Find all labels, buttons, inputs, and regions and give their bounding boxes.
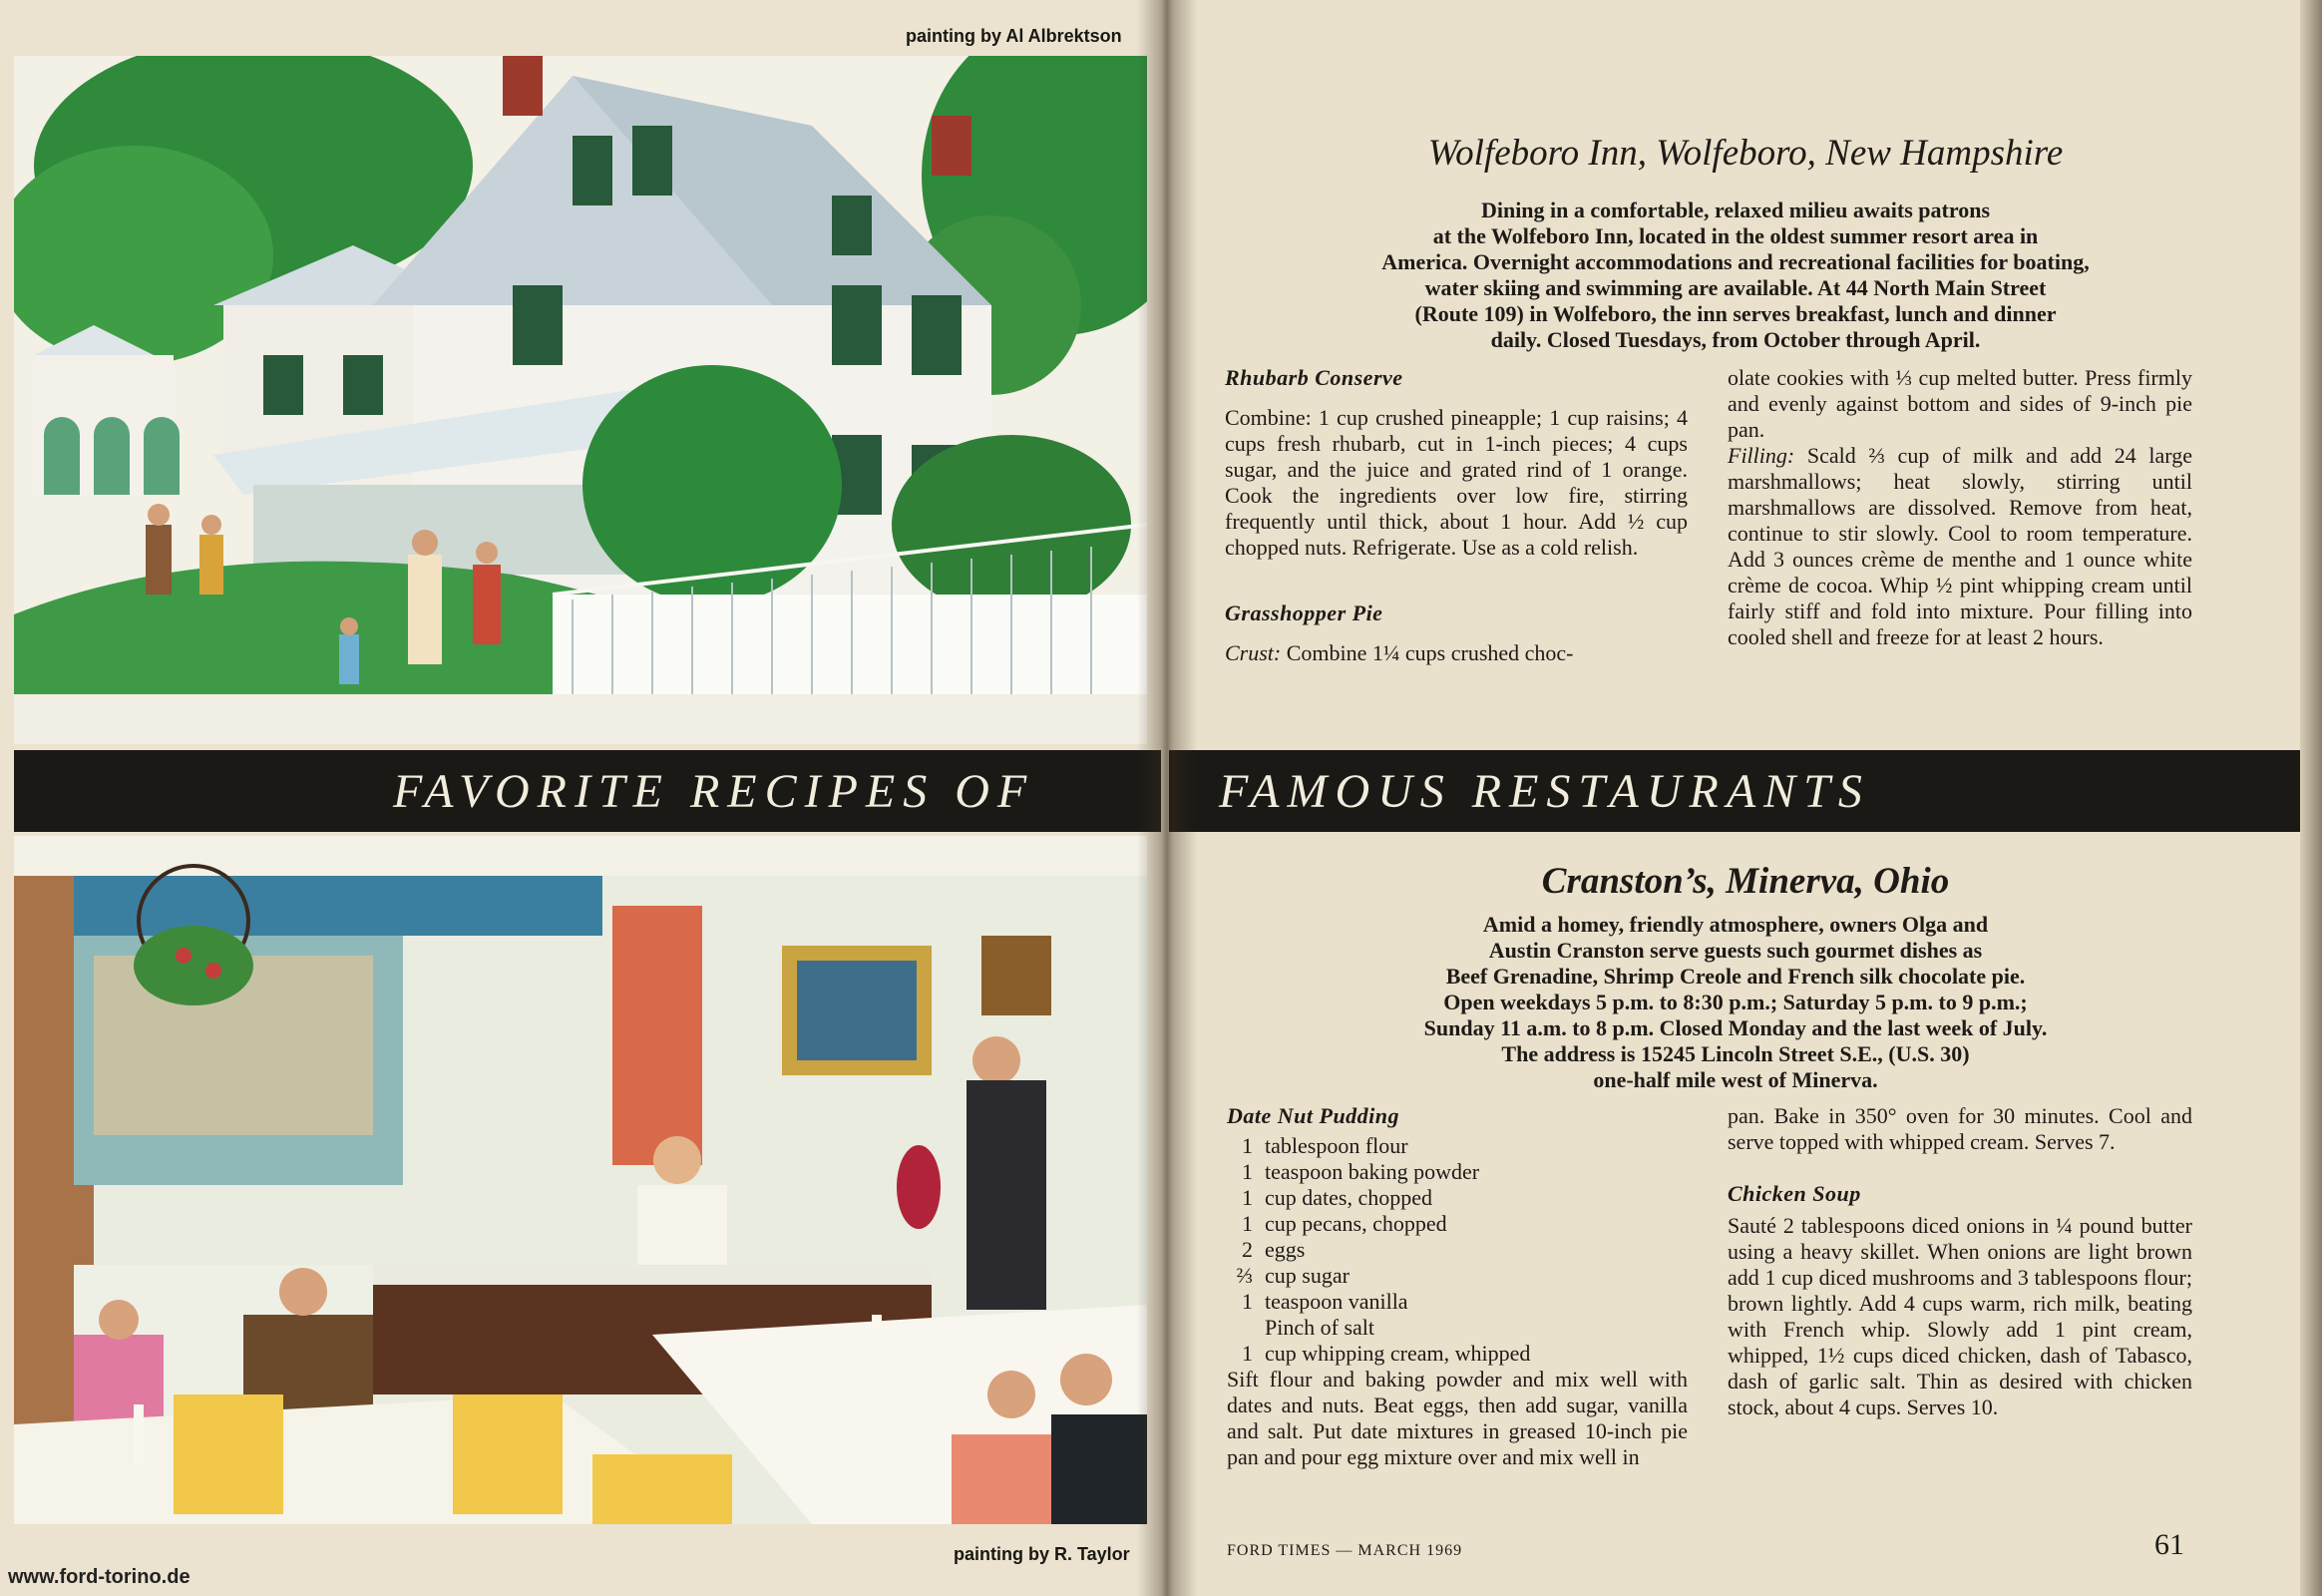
page-gutter [1137,0,1197,1596]
crust-body-start: Combine 1¼ cups crushed choc- [1286,640,1574,665]
cranstons-intro [1237,912,2234,1093]
rhubarb-conserve-body: Combine: 1 cup crushed pineapple; 1 cup raisins; 4 cups fresh rhubarb, cut in 1-inch pieces; 4 cups sugar, and the juice and grated rind of 1 orange. Cook the ingredients over low fire, stirring frequently until thick, about 1 hour. Add ½ cup chopped nuts. Refrigerate. Use as a cold relish. [1225,405,1688,560]
filling-body: Scald ⅔ cup of milk and add 24 large marshmallows; heat slowly, stirring until marshmallows are dissolved. Remove from heat, continue to stir slowly. Cool to room temperature. Add 3 ounces crème de menthe and 1 ounce white crème de cocoa. Whip ½ pint whipping cream until fairly stiff and fold into mixture. Pour filling into cooled shell and freeze for at least 2 hours. [1728,443,2192,649]
crust-label: Crust: [1225,640,1282,665]
cranstons-title: Cranston’s, Minerva, Ohio [1541,861,1950,902]
intro-line: Dining in a comfortable, relaxed milieu awaits patrons [1480,198,1991,222]
intro-line: (Route 109) in Wolfeboro, the inn serves breakfast, lunch and dinner [1414,301,2057,326]
ingredient-text: cup sugar [1265,1263,1350,1288]
page-edge [2300,0,2322,1596]
ingredient [1227,1315,1688,1341]
top-painting-credit: painting by Al Albrektson [906,26,1122,46]
ingredient-qty: 1 [1242,1211,1253,1236]
banner-left-text: FAVORITE RECIPES OF [393,765,1035,818]
chicken-soup-heading: Chicken Soup [1728,1181,1861,1206]
grasshopper-pie-heading: Grasshopper Pie [1225,600,1383,625]
cranstons-painting [14,836,1147,1524]
ingredient-qty: 2 [1242,1237,1253,1262]
wolfeboro-inn-painting [14,56,1147,744]
wolfeboro-title: Wolfeboro Inn, Wolfeboro, New Hampshire [1427,133,2064,174]
wolfeboro-intro [1197,198,2274,353]
bottom-painting-credit: painting by R. Taylor [954,1544,1130,1564]
date-nut-pudding-body: Sift flour and baking powder and mix well with dates and nuts. Beat eggs, then add sugar, vanilla and salt. Put date mixtures in greased 10-inch pie pan and pour egg mixture over and mix well in [1227,1367,1688,1469]
ingredient-qty: 1 [1242,1133,1253,1158]
ingredient [1227,1341,1688,1367]
ingredient-text: tablespoon flour [1265,1133,1408,1158]
crust-body-continued: olate cookies with ⅓ cup melted butter. Press firmly and evenly against bottom and sides of 9-inch pie pan. [1728,365,2192,442]
intro-line: one-half mile west of Minerva. [1593,1067,1878,1092]
date-nut-pudding-heading: Date Nut Pudding [1227,1103,1400,1128]
banner-right [1169,750,2302,832]
intro-line: America. Overnight accommodations and recreational facilities for boating, [1381,249,2090,274]
ingredient [1227,1185,1688,1211]
ingredient [1227,1159,1688,1185]
ingredient [1227,1263,1688,1289]
intro-line: daily. Closed Tuesdays, from October through April. [1490,327,1981,352]
ingredient-qty: ⅔ [1236,1263,1253,1288]
date-nut-pudding-continued: pan. Bake in 350° oven for 30 minutes. Cool and serve topped with whipped cream. Serves 7. [1728,1103,2192,1154]
ingredient-text: cup dates, chopped [1265,1185,1432,1210]
ingredient [1227,1133,1688,1159]
cranstons-column-right [1728,1103,2192,1420]
ingredient-qty: 1 [1242,1289,1253,1314]
filling-label: Filling: [1728,443,1795,468]
ingredient [1227,1237,1688,1263]
intro-line: Amid a homey, friendly atmosphere, owners Olga and [1482,912,1989,937]
wolfeboro-column-right [1728,365,2192,650]
ingredient-text: teaspoon baking powder [1265,1159,1480,1184]
banner-left [14,750,1161,832]
ingredient [1227,1289,1688,1315]
ingredient-qty: 1 [1242,1185,1253,1210]
rhubarb-conserve-heading: Rhubarb Conserve [1225,365,1403,390]
watermark-website: www.ford-torino.de [8,1566,191,1588]
intro-line: The address is 15245 Lincoln Street S.E., (U.S. 30) [1501,1041,1970,1066]
intro-line: Austin Cranston serve guests such gourmet dishes as [1488,938,1983,963]
wolfeboro-column-left [1225,365,1688,666]
banner-right-text: FAMOUS RESTAURANTS [1219,765,1870,818]
ingredient-text: cup whipping cream, whipped [1265,1341,1531,1366]
intro-line: at the Wolfeboro Inn, located in the oldest summer resort area in [1432,223,2039,248]
page-number: 61 [2154,1528,2184,1561]
chicken-soup-body: Sauté 2 tablespoons diced onions in ¼ pound butter using a heavy skillet. When onions are light brown add 1 cup diced mushrooms and 3 tablespoons flour; brown lightly. Add 4 cups warm, rich milk, beating with French whip. Slowly add 1 pint cream, whipped, 1½ cups diced chicken, dash of Tabasco, dash of garlic salt. Thin as desired with chicken stock, about 4 cups. Serves 10. [1728,1213,2192,1419]
ingredient-qty: 1 [1242,1341,1253,1366]
magazine-footer: FORD TIMES — MARCH 1969 [1227,1542,1463,1559]
cranstons-column-left [1227,1103,1688,1470]
ingredient [1227,1211,1688,1237]
intro-line: Sunday 11 a.m. to 8 p.m. Closed Monday and the last week of July. [1423,1015,2048,1040]
crust-text [1225,640,1688,666]
ingredient-text: cup pecans, chopped [1265,1211,1447,1236]
ingredient-qty [1227,1315,1265,1341]
ingredient-qty: 1 [1242,1159,1253,1184]
ingredient-text: eggs [1265,1237,1306,1262]
intro-line: water skiing and swimming are available. At 44 North Main Street [1424,275,2047,300]
intro-line: Open weekdays 5 p.m. to 8:30 p.m.; Saturday 5 p.m. to 9 p.m.; [1443,990,2028,1014]
intro-line: Beef Grenadine, Shrimp Creole and French silk chocolate pie. [1445,964,2026,989]
ingredient-text: teaspoon vanilla [1265,1289,1408,1314]
ingredient-text: Pinch of salt [1265,1315,1374,1340]
